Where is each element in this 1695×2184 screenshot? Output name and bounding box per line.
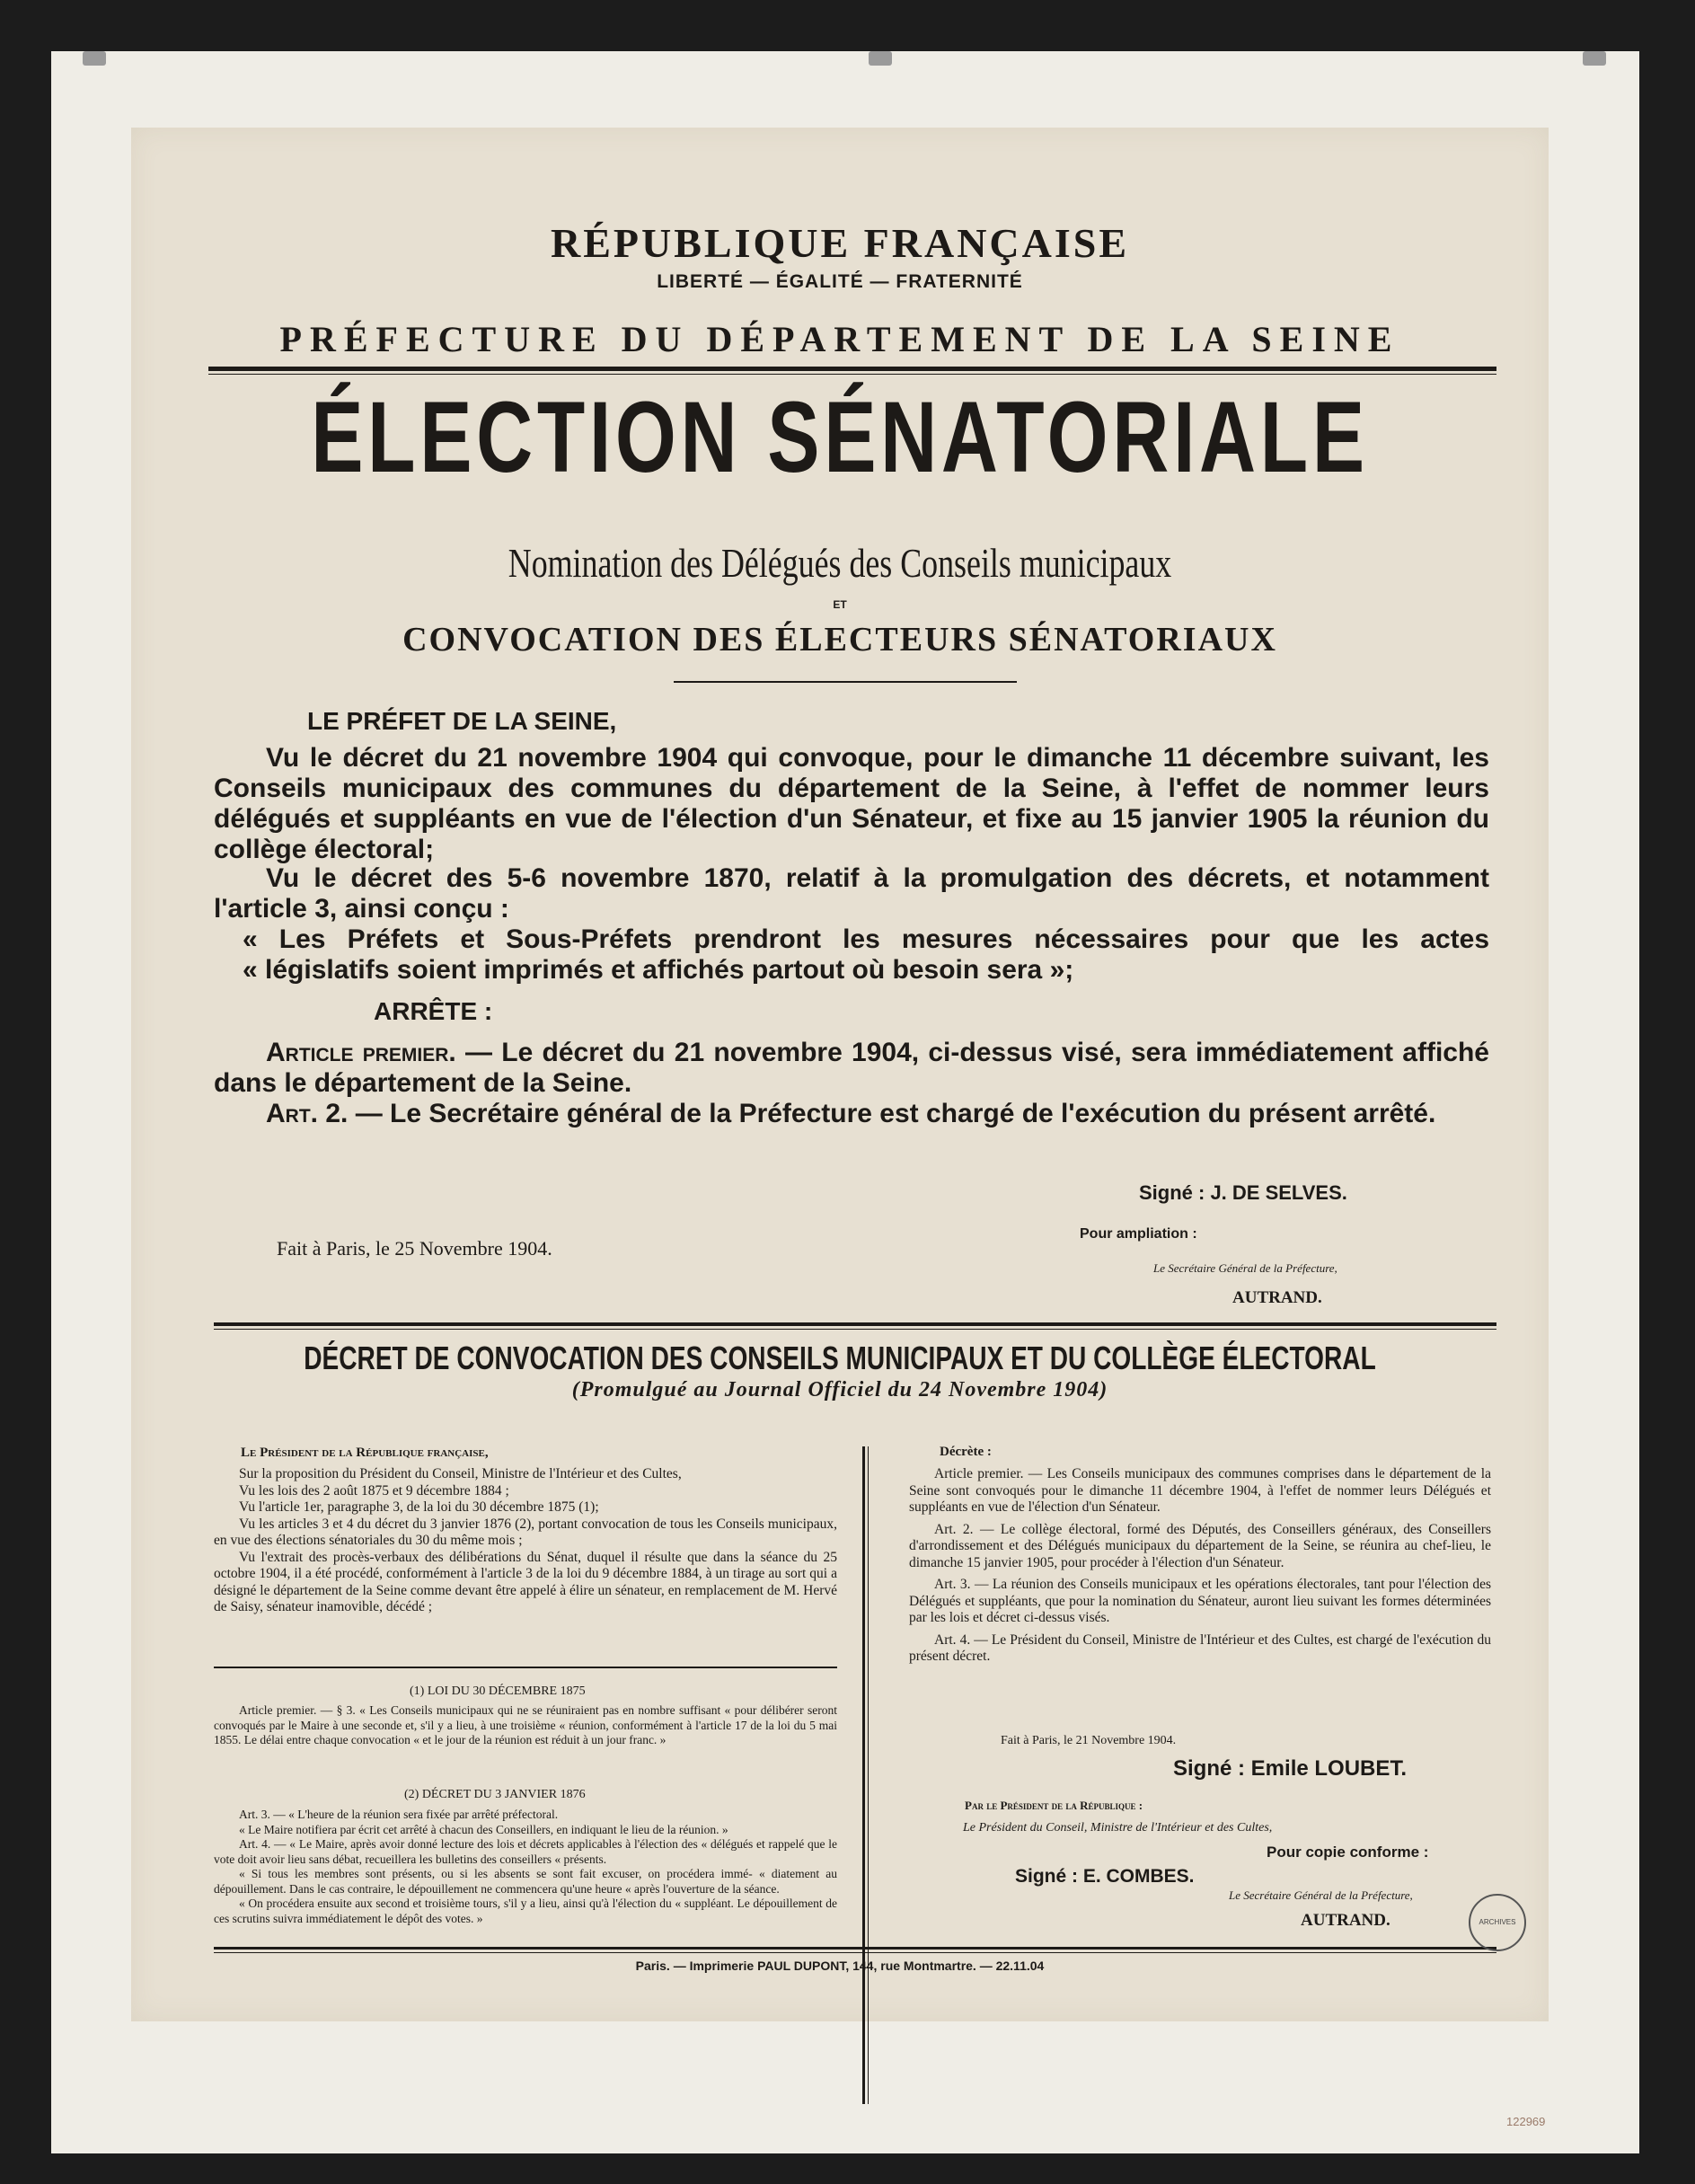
arrete-heading: ARRÊTE : bbox=[374, 997, 493, 1025]
divider bbox=[214, 1667, 837, 1668]
main-title: ÉLECTION SÉNATORIALE bbox=[311, 381, 1369, 493]
note-line: « On procédera ensuite aux second et troisième tours, s'il y a lieu, ainsi qu'à l'élection du « suppléant. Le dépouillement de ces scrutins suivra immédiatement le dépôt des votes. » bbox=[214, 1897, 837, 1925]
et-label: ET bbox=[833, 598, 847, 611]
convocation-heading: CONVOCATION DES ÉLECTEURS SÉNATORIAUX bbox=[402, 621, 1277, 659]
article-1 bbox=[214, 1038, 1489, 1099]
republic-heading: RÉPUBLIQUE FRANÇAISE bbox=[550, 220, 1130, 266]
note-1-text: Article premier. — § 3. « Les Conseils municipaux qui ne se réuniraient pas en nombre suffisant « pour délibérer seront convoqués par le Maire à une seconde et, s'il y a lieu, à une troisième « réunion, conformément à l'article 17 de la loi du 5 mai 1855. Le délai entre chaque convocation « et le jour de la réunion est réduit à un jour franc. » bbox=[214, 1703, 837, 1746]
signature-combes: Signé : E. COMBES. bbox=[1015, 1866, 1195, 1887]
secretaire-general-2: Le Secrétaire Général de la Préfecture, bbox=[1229, 1888, 1413, 1902]
clip bbox=[869, 51, 892, 66]
president-heading: Le Président de la République française, bbox=[241, 1446, 489, 1460]
copie-conforme: Pour copie conforme : bbox=[1267, 1844, 1429, 1861]
decret-article: Art. 3. — La réunion des Conseils municipaux et les opérations électorales, tant pour l'élection des Délégués et suppléants, que pour la nomination du Sénateur, auront lieu suivant les formes déterminées par les lois et décret ci-dessus visés. bbox=[909, 1577, 1491, 1625]
poster bbox=[131, 128, 1549, 2021]
ampliation: Pour ampliation : bbox=[1080, 1226, 1197, 1242]
visa-line: Vu les articles 3 et 4 du décret du 3 janvier 1876 (2), portant convocation de tous les Conseils municipaux, en vue des élections sénatoriales du 30 du même mois ; bbox=[214, 1516, 837, 1548]
prefet-line: LE PRÉFET DE LA SEINE, bbox=[307, 707, 617, 735]
subtitle: Nomination des Délégués des Conseils municipaux bbox=[508, 540, 1172, 586]
divider bbox=[214, 1947, 1496, 1950]
note-line: « Le Maire notifiera par écrit cet arrêté à chacun des Conseillers, en indiquant le lieu de la réunion. » bbox=[239, 1822, 728, 1836]
note-2-title: (2) DÉCRET DU 3 JANVIER 1876 bbox=[404, 1788, 586, 1801]
column-divider bbox=[868, 1446, 869, 2104]
note-line: Art. 4. — « Le Maire, après avoir donné lecture des lois et décrets applicables à l'élection des « délégués et rappelé que le vote doit avoir lieu sans débat, recueillera les bulletins des conseillers « présents. bbox=[214, 1837, 837, 1866]
prefecture-heading: PRÉFECTURE DU DÉPARTEMENT DE LA SEINE bbox=[279, 319, 1400, 359]
vu-paragraph-2: Vu le décret des 5-6 novembre 1870, relatif à la promulgation des décrets, et notamment l'article 3, ainsi conçu : bbox=[214, 863, 1489, 924]
article-2-text: — Le Secrétaire général de la Préfecture est chargé de l'exécution du présent arrêté. bbox=[348, 1099, 1436, 1128]
divider bbox=[208, 367, 1496, 371]
article-1-text: — Le décret du 21 novembre 1904, ci-dessus visé, sera immédiatement affiché dans le département de la Seine. bbox=[214, 1038, 1489, 1098]
archive-cote: 122969 bbox=[1506, 2115, 1546, 2128]
quote-line-1: « Les Préfets et Sous-Préfets prendront les mesures nécessaires pour que les actes bbox=[243, 924, 1489, 954]
note-2-text bbox=[214, 1808, 837, 1926]
clip bbox=[1583, 51, 1606, 66]
visa-line: Vu les lois des 2 août 1875 et 9 décembre 1884 ; bbox=[239, 1482, 509, 1499]
article-2 bbox=[214, 1099, 1489, 1129]
divider bbox=[214, 1952, 1496, 1953]
quote-line-2: « législatifs soient imprimés et affichés partout où besoin sera »; bbox=[243, 955, 1074, 985]
secretaire-general: Le Secrétaire Général de la Préfecture, bbox=[1153, 1261, 1337, 1275]
promulgue: (Promulgué au Journal Officiel du 24 Novembre 1904) bbox=[571, 1378, 1108, 1401]
fait-paris-25: Fait à Paris, le 25 Novembre 1904. bbox=[277, 1237, 552, 1260]
visa-line: Vu l'article 1er, paragraphe 3, de la loi du 30 décembre 1875 (1); bbox=[239, 1499, 599, 1515]
decret-articles bbox=[909, 1466, 1491, 1666]
divider bbox=[674, 681, 1017, 683]
decret-article: Article premier. — Les Conseils municipaux des communes comprises dans le département de la Seine sont convoqués pour le dimanche 11 décembre 1904, à l'effet de nommer leurs Délégués et suppléants en vue de l'élection d'un Sénateur. bbox=[909, 1466, 1491, 1515]
signature-loubet: Signé : Emile LOUBET. bbox=[1173, 1756, 1408, 1781]
signature-selves: Signé : J. DE SELVES. bbox=[1139, 1181, 1347, 1204]
vu-paragraph-1: Vu le décret du 21 novembre 1904 qui convoque, pour le dimanche 11 décembre suivant, les Conseils municipaux des communes du département de la Seine, à l'effet de nommer leurs délégués et suppléants en vue de l'élection d'un Sénateur, et fixe au 15 janvier 1905 la réunion du collège électoral; bbox=[214, 743, 1489, 864]
signature-autrand-2: AUTRAND. bbox=[1301, 1911, 1390, 1930]
visa-line: Vu l'extrait des procès-verbaux des délibérations du Sénat, duquel il résulte que dans la séance du 25 octobre 1904, il a été procédé, conformément à l'article 3 de la loi du 9 décembre 1884, à un tirage au sort qui a désigné le département de la Seine comme devant être appelé à élire un sénateur, en remplacement de M. Hervé de Saisy, sénateur inamovible, décédé ; bbox=[214, 1549, 837, 1614]
archive-stamp: ARCHIVES bbox=[1469, 1894, 1526, 1951]
decret-visas bbox=[214, 1466, 837, 1616]
divider bbox=[214, 1322, 1496, 1326]
visa-line: Sur la proposition du Président du Conseil, Ministre de l'Intérieur et des Cultes, bbox=[239, 1466, 682, 1481]
note-line: Art. 3. — « L'heure de la réunion sera fixée par arrêté préfectoral. bbox=[239, 1808, 559, 1821]
decret-article: Art. 4. — Le Président du Conseil, Ministre de l'Intérieur et des Cultes, est chargé de l'exécution du présent décret. bbox=[909, 1631, 1491, 1664]
column-divider bbox=[862, 1446, 865, 2104]
president-conseil: Le Président du Conseil, Ministre de l'Intérieur et des Cultes, bbox=[963, 1821, 1273, 1835]
note-1-title: (1) LOI DU 30 DÉCEMBRE 1875 bbox=[410, 1684, 586, 1698]
divider bbox=[208, 374, 1496, 375]
decret-title: DÉCRET DE CONVOCATION DES CONSEILS MUNICIPAUX ET DU COLLÈGE ÉLECTORAL bbox=[304, 1340, 1376, 1376]
decret-article: Art. 2. — Le collège électoral, formé des Députés, des Conseillers généraux, des Conseillers d'arrondissement et des Délégués municipaux du département de la Seine, se réunira au chef-lieu, le dimanche 15 janvier 1905, pour procéder à l'élection d'un Sénateur. bbox=[909, 1521, 1491, 1570]
imprimerie-footer: Paris. — Imprimerie PAUL DUPONT, 144, rue Montmartre. — 22.11.04 bbox=[635, 1959, 1045, 1973]
decrete-heading: Décrète : bbox=[940, 1445, 992, 1459]
article-1-label: Article premier. bbox=[266, 1038, 456, 1067]
note-line: « Si tous les membres sont présents, ou si les absents se sont fait excuser, on procédera immé- « diatement au dépouillement. Dans le cas contraire, le dépouillement ne commencera qu'une heure « après l'ouverture de la séance. bbox=[214, 1867, 837, 1896]
signature-autrand: AUTRAND. bbox=[1232, 1288, 1322, 1307]
motto: LIBERTÉ — ÉGALITÉ — FRATERNITÉ bbox=[657, 271, 1023, 292]
clip bbox=[83, 51, 106, 66]
article-2-label: Art. 2. bbox=[266, 1099, 349, 1128]
par-president: Par le Président de la République : bbox=[965, 1799, 1143, 1812]
fait-paris-21: Fait à Paris, le 21 Novembre 1904. bbox=[1001, 1734, 1177, 1747]
divider bbox=[214, 1329, 1496, 1330]
